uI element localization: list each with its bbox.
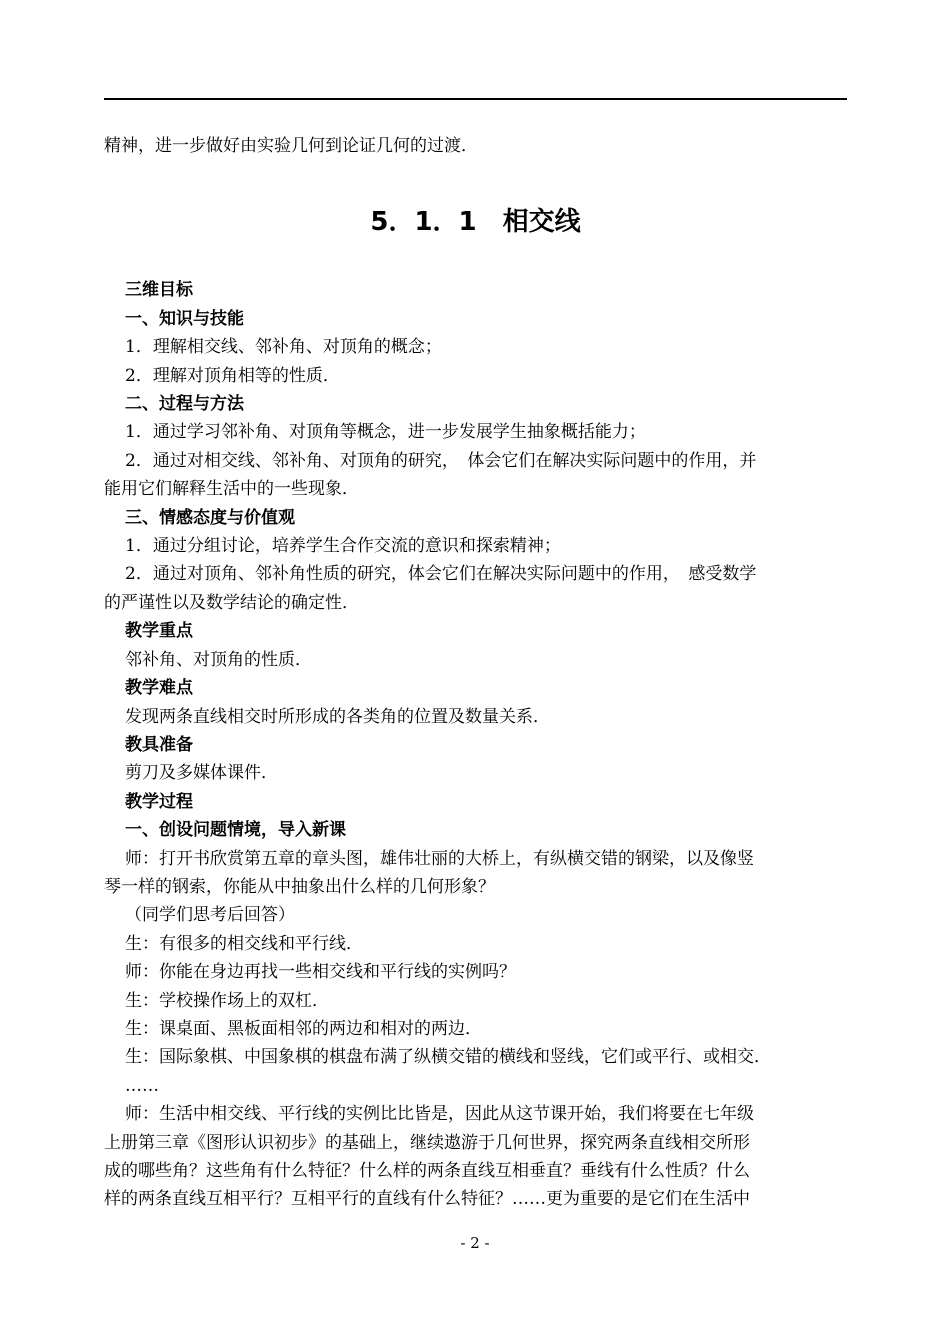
knowledge-heading: 一、知识与技能 (125, 308, 244, 329)
process-heading: 二、过程与方法 (125, 394, 244, 415)
dialogue-line: 生：国际象棋、中国象棋的棋盘布满了纵横交错的横线和竖线，它们或平行、或相交． (125, 1047, 771, 1068)
difficulty-heading: 教学难点 (125, 678, 193, 699)
dialogue-line: 生：学校操作场上的双杠． (125, 990, 329, 1011)
process-item-continuation: 能用它们解释生活中的一些现象． (104, 479, 359, 500)
dialogue-line: 生：有很多的相交线和平行线． (125, 933, 363, 954)
document-body (104, 132, 847, 1214)
knowledge-item: 2．理解对顶角相等的性质． (125, 365, 340, 386)
teaching-process-heading: 教学过程 (125, 791, 193, 812)
key-point-heading: 教学重点 (125, 621, 193, 642)
process-item: 1．通过学习邻补角、对顶角等概念，进一步发展学生抽象概括能力； (125, 422, 646, 443)
dialogue-line: （同学们思考后回答） (125, 905, 295, 926)
difficulty-text: 发现两条直线相交时所形成的各类角的位置及数量关系． (125, 706, 550, 727)
continuation-line: 精神，进一步做好由实验几何到论证几何的过渡． (104, 136, 478, 156)
emotion-item-continuation: 的严谨性以及数学结论的确定性． (104, 592, 359, 613)
dialogue-line: 样的两条直线互相平行？互相平行的直线有什么特征？……更为重要的是它们在生活中 (104, 1189, 750, 1210)
dialogue-line: …… (125, 1075, 159, 1096)
section-title: 5．1．1 相交线 (370, 207, 581, 238)
dialogue-line: 师：打开书欣赏第五章的章头图，雄伟壮丽的大桥上，有纵横交错的钢梁，以及像竖 (125, 848, 754, 869)
emotion-item: 2．通过对顶角、邻补角性质的研究，体会它们在解决实际问题中的作用， 感受数学 (125, 564, 757, 585)
tools-text: 剪刀及多媒体课件． (125, 763, 278, 784)
tools-heading: 教具准备 (125, 734, 193, 755)
dialogue-line: 成的哪些角？这些角有什么特征？什么样的两条直线互相垂直？垂线有什么性质？什么 (104, 1161, 750, 1181)
dialogue-line: 上册第三章《图形认识初步》的基础上，继续遨游于几何世界，探究两条直线相交所形 (104, 1132, 750, 1153)
objectives-heading: 三维目标 (125, 280, 193, 301)
dialogue-line: 琴一样的钢索，你能从中抽象出什么样的几何形象？ (104, 876, 495, 897)
key-point-text: 邻补角、对顶角的性质． (125, 649, 312, 670)
dialogue-line: 师：生活中相交线、平行线的实例比比皆是，因此从这节课开始，我们将要在七年级 (125, 1104, 754, 1125)
header-rule (104, 98, 847, 100)
dialogue-line: 生：课桌面、黑板面相邻的两边和相对的两边． (125, 1018, 482, 1039)
scenario-heading: 一、创设问题情境，导入新课 (125, 820, 346, 841)
emotion-heading: 三、情感态度与价值观 (125, 507, 295, 528)
knowledge-item: 1．理解相交线、邻补角、对顶角的概念； (125, 337, 442, 358)
dialogue-line: 师：你能在身边再找一些相交线和平行线的实例吗？ (125, 962, 516, 983)
emotion-item: 1．通过分组讨论，培养学生合作交流的意识和探索精神； (125, 536, 561, 557)
page-number: - 2 - (460, 1234, 490, 1252)
process-item: 2．通过对相交线、邻补角、对顶角的研究， 体会它们在解决实际问题中的作用，并 (125, 450, 757, 471)
